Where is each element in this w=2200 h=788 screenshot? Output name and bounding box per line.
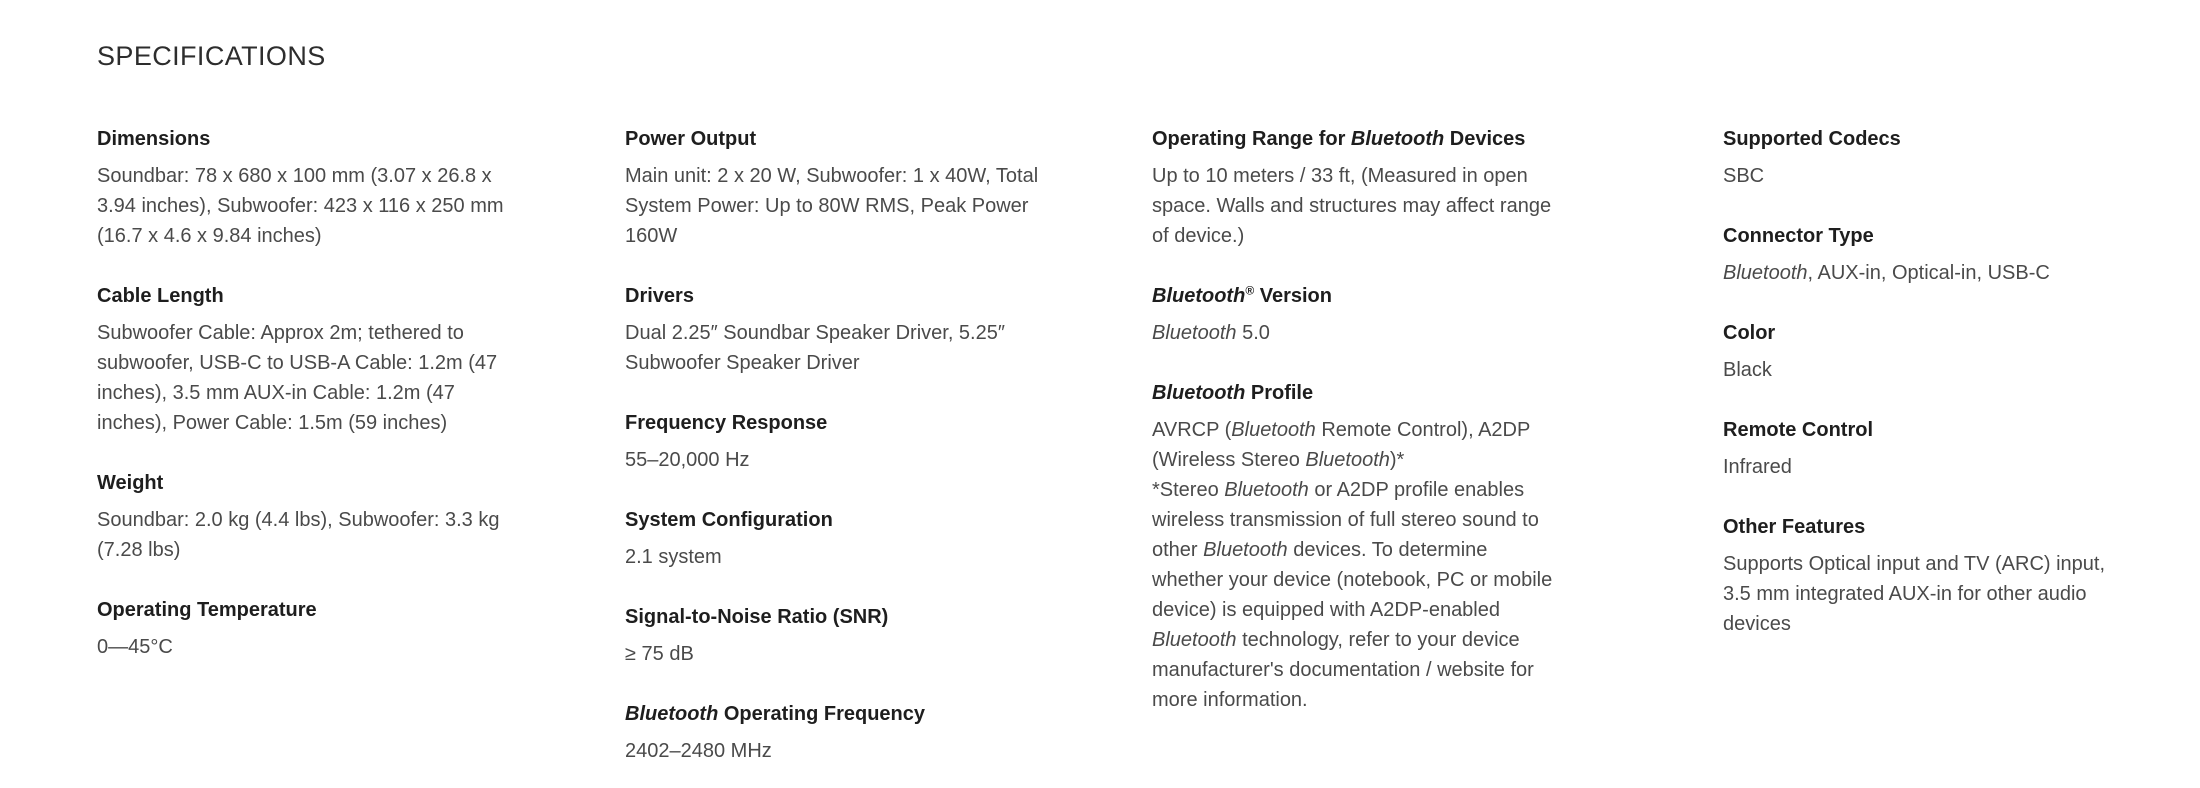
spec-section-frequency-response [625, 408, 1082, 475]
frequency-response-heading: Frequency Response [625, 412, 828, 434]
spec-section-bluetooth-operating-frequency [625, 699, 1082, 766]
dimensions-heading: Dimensions [97, 128, 211, 150]
bluetooth-profile-value: AVRCP (Bluetooth Remote Control), A2DP (Wireless Stereo Bluetooth)* *Stereo Bluetooth or A2DP profile enables wireless transmission of full stereo sound to other Bluetooth devices. To determine whether your device (notebook, PC or mobile device) is equipped with A2DP-enabled Bluetooth technology, refer to your device manufacturer's documentation / website for more information. [1152, 419, 1553, 711]
spec-section-drivers [625, 281, 1082, 378]
color-value: Black [1723, 359, 1772, 381]
spec-section-cable-length [97, 281, 555, 438]
frequency-response-value: 55–20,000 Hz [625, 449, 750, 471]
color-heading: Color [1723, 322, 1776, 344]
supported-codecs-value: SBC [1723, 165, 1765, 187]
spec-section-operating-range [1152, 124, 1653, 251]
spec-section-bluetooth-profile [1152, 378, 1653, 715]
drivers-heading: Drivers [625, 285, 694, 307]
spec-column-4 [1723, 124, 2147, 669]
bluetooth-profile-heading: Bluetooth Profile [1152, 382, 1314, 404]
bluetooth-version-heading: Bluetooth® Version [1152, 283, 1332, 307]
spec-column-2 [625, 124, 1082, 788]
supported-codecs-heading: Supported Codecs [1723, 128, 1901, 150]
power-output-value: Main unit: 2 x 20 W, Subwoofer: 1 x 40W, Total System Power: Up to 80W RMS, Peak Power 160W [625, 165, 1039, 247]
spec-section-power-output [625, 124, 1082, 251]
drivers-value: Dual 2.25″ Soundbar Speaker Driver, 5.25″ Subwoofer Speaker Driver [625, 322, 1005, 374]
page-title: SPECIFICATIONS [97, 41, 326, 71]
spec-section-color [1723, 318, 2147, 385]
operating-temperature-heading: Operating Temperature [97, 599, 317, 621]
connector-type-value: Bluetooth, AUX-in, Optical-in, USB-C [1723, 262, 2050, 284]
remote-control-heading: Remote Control [1723, 419, 1873, 441]
spec-section-snr [625, 602, 1082, 669]
cable-length-heading: Cable Length [97, 285, 224, 307]
spec-section-supported-codecs [1723, 124, 2147, 191]
spec-columns [97, 124, 2200, 788]
spec-section-connector-type [1723, 221, 2147, 288]
remote-control-value: Infrared [1723, 456, 1792, 478]
spec-column-3 [1152, 124, 1653, 745]
weight-value: Soundbar: 2.0 kg (4.4 lbs), Subwoofer: 3.3 kg (7.28 lbs) [97, 509, 500, 561]
spec-section-operating-temperature [97, 595, 555, 662]
bluetooth-operating-frequency-heading: Bluetooth Operating Frequency [625, 703, 926, 725]
connector-type-heading: Connector Type [1723, 225, 1874, 247]
power-output-heading: Power Output [625, 128, 757, 150]
bluetooth-version-value: Bluetooth 5.0 [1152, 322, 1270, 344]
operating-range-heading: Operating Range for Bluetooth Devices [1152, 128, 1526, 150]
spec-section-system-configuration [625, 505, 1082, 572]
other-features-heading: Other Features [1723, 516, 1866, 538]
spec-section-weight [97, 468, 555, 565]
spec-section-other-features [1723, 512, 2147, 639]
bluetooth-operating-frequency-value: 2402–2480 MHz [625, 740, 772, 762]
weight-heading: Weight [97, 472, 164, 494]
cable-length-value: Subwoofer Cable: Approx 2m; tethered to subwoofer, USB-C to USB-A Cable: 1.2m (47 inches), 3.5 mm AUX-in Cable: 1.2m (47 inches), Power Cable: 1.5m (59 inches) [97, 322, 498, 434]
system-configuration-value: 2.1 system [625, 546, 722, 568]
spec-section-dimensions [97, 124, 555, 251]
other-features-value: Supports Optical input and TV (ARC) input, 3.5 mm integrated AUX-in for other audio devices [1723, 553, 2106, 635]
snr-heading: Signal-to-Noise Ratio (SNR) [625, 606, 889, 628]
operating-temperature-value: 0—45°C [97, 636, 173, 658]
spec-section-bluetooth-version [1152, 281, 1653, 348]
snr-value: ≥ 75 dB [625, 643, 694, 665]
dimensions-value: Soundbar: 78 x 680 x 100 mm (3.07 x 26.8 x 3.94 inches), Subwoofer: 423 x 116 x 250 mm (16.7 x 4.6 x 9.84 inches) [97, 165, 504, 247]
spec-section-remote-control [1723, 415, 2147, 482]
system-configuration-heading: System Configuration [625, 509, 833, 531]
spec-column-1 [97, 124, 555, 692]
operating-range-value: Up to 10 meters / 33 ft, (Measured in open space. Walls and structures may affect range of device.) [1152, 165, 1552, 247]
